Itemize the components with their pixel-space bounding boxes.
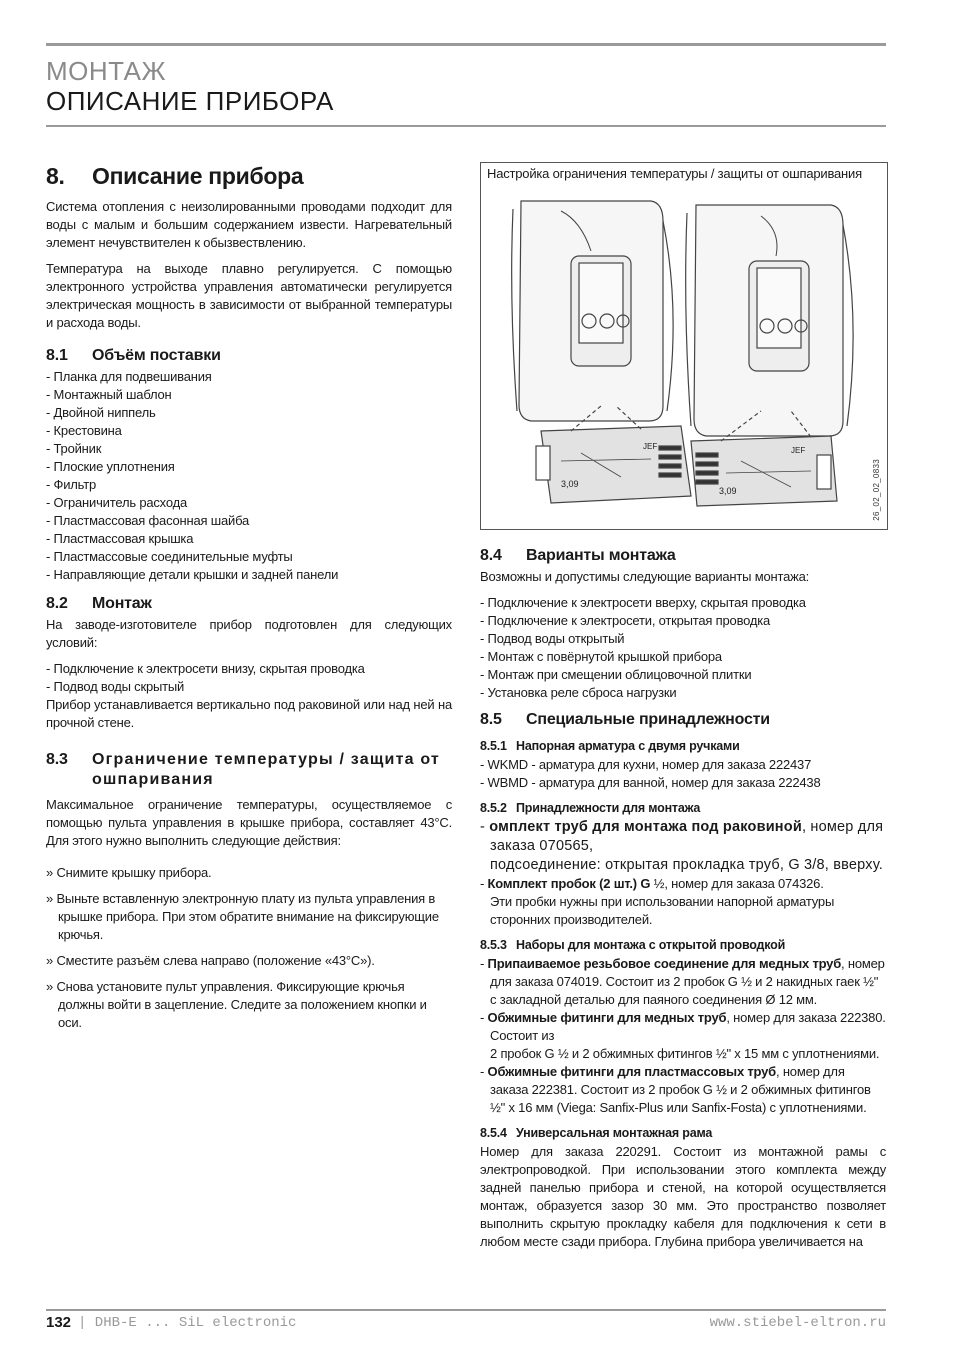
section-8-1-heading: 8.1 Объём поставки — [46, 347, 221, 364]
list-item: - Двойной ниппель — [46, 404, 452, 422]
step-item: » Снова установите пульт управления. Фиксирующие крючья должны войти в зацепление. Следите за положением кнопки и оси. — [46, 978, 452, 1032]
section-8-2-heading: 8.2 Монтаж — [46, 595, 152, 612]
list-item: - Подвод воды скрытый — [46, 678, 452, 696]
list-item: - Комплект пробок (2 шт.) G ½, номер для заказа 074326. Эти пробки нужны при использовании напорной арматуры сторонних производителей. — [480, 875, 886, 929]
fittings-list — [480, 756, 886, 792]
board-tag-left: JEF — [643, 442, 658, 451]
mount-list — [46, 660, 452, 696]
list-item: - Подключение к электросети, открытая проводка — [480, 612, 886, 630]
right-column — [480, 540, 886, 1259]
list-item: - WBMD - арматура для ванной, номер для заказа 222438 — [480, 774, 886, 792]
list-item: - Обжимные фитинги для пластмассовых труб, номер для заказа 222381. Состоит из 2 пробок G ½ и 2 обжимных фитингов ½" x 16 мм (Viega: Sanfix-Plus или Sanfix-Fosta) с уплотнениями. — [480, 1063, 886, 1117]
section-8-5-1-heading: 8.5.1 Напорная арматура с двумя ручками — [480, 739, 740, 753]
list-item: - Припаиваемое резьбовое соединение для медных труб, номер для заказа 074019. Состоит из 2 пробок G ½ и 2 накидных гаек ½" с закладной деталью для паяного соединения Ø 12 мм. — [480, 955, 886, 1009]
list-item: - Обжимные фитинги для медных труб, номер для заказа 222380. Состоит из 2 пробок G ½ и 2 обжимных фитингов ½" x 15 мм с уплотнениями. — [480, 1009, 886, 1063]
section-8-5-3-heading: 8.5.3 Наборы для монтажа с открытой проводкой — [480, 938, 786, 952]
header-category: МОНТАЖ — [46, 56, 167, 86]
list-item: - Пластмассовая фасонная шайба — [46, 512, 452, 530]
mount-intro: На заводе-изготовителе прибор подготовлен для следующих условий: — [46, 617, 452, 650]
header-rule — [46, 125, 886, 127]
intro-paragraph-1: Система отопления с неизолированными проводами подходит для воды с малым и большим содержанием извести. Нагревательный элемент нечувствителен к обызвествлению. — [46, 199, 452, 250]
intro-paragraph-2: Температура на выходе плавно регулируется. С помощью электронного устройства управления автоматически регулируется электрическая мощность в зависимости от выбранной температуры и расхода воды. — [46, 261, 452, 330]
variants-intro: Возможны и допустимы следующие варианты монтажа: — [480, 569, 810, 584]
limit-steps — [46, 864, 452, 1032]
list-item: - Пластмассовые соединительные муфты — [46, 548, 452, 566]
list-item: - Монтажный шаблон — [46, 386, 452, 404]
list-item: - Установка реле сброса нагрузки — [480, 684, 886, 702]
board-label-right: 3,09 — [719, 486, 737, 496]
top-rule — [46, 43, 886, 46]
limit-intro: Максимальное ограничение температуры, осуществляемое с помощью пульта управления в крышке прибора, составляет 43°C. Для этого нужно выполнить следующие действия: — [46, 797, 452, 848]
mount-accessories-list — [480, 818, 886, 929]
list-item: - Крестовина — [46, 422, 452, 440]
website-url: www.stiebel-eltron.ru — [709, 1315, 886, 1331]
section-8-3-heading: 8.3 Ограничение температуры / защита от ошпаривания — [46, 751, 440, 788]
page-number: 132 — [46, 1314, 72, 1331]
section-8-heading: 8. Описание прибора — [46, 163, 304, 189]
frame-paragraph: Номер для заказа 220291. Состоит из монтажной рамы с электропроводкой. При использовании этого комплекта между задней панелью прибора и стеной, на которой осуществляется монтаж, образуется зазор 30 мм. Это пространство позволяет выполнить скрытую прокладку кабеля для подключения к сети в любом месте сзади прибора. Глубина прибора увеличивается на — [480, 1144, 886, 1249]
list-item: - Подключение к электросети вверху, скрытая проводка — [480, 594, 886, 612]
left-column — [46, 162, 452, 1040]
list-item: - Фильтр — [46, 476, 452, 494]
figure-box — [480, 162, 888, 530]
header-title: ОПИСАНИЕ ПРИБОРА — [46, 86, 334, 116]
section-8-4-heading: 8.4 Варианты монтажа — [480, 547, 676, 564]
section-8-5-heading: 8.5 Специальные принадлежности — [480, 711, 770, 728]
document-name: | DHB-E ... SiL electronic — [78, 1315, 297, 1331]
open-install-list — [480, 955, 886, 1117]
list-item: - Подключение к электросети внизу, скрытая проводка — [46, 660, 452, 678]
board-label-left: 3,09 — [561, 479, 579, 489]
list-item: - Тройник — [46, 440, 452, 458]
section-8-5-2-heading: 8.5.2 Принадлежности для монтажа — [480, 801, 701, 815]
list-item: - Плоские уплотнения — [46, 458, 452, 476]
list-item: - Подвод воды открытый — [480, 630, 886, 648]
list-item: - Пластмассовая крышка — [46, 530, 452, 548]
step-item: » Сместите разъём слева направо (положение «43°C»). — [46, 952, 452, 970]
section-8-5-4-heading: 8.5.4 Универсальная монтажная рама — [480, 1126, 713, 1140]
footer-rule — [46, 1309, 886, 1311]
step-item: » Снимите крышку прибора. — [46, 864, 452, 882]
list-item: - WKMD - арматура для кухни, номер для заказа 222437 — [480, 756, 886, 774]
list-item: - Ограничитель расхода — [46, 494, 452, 512]
list-item: - Направляющие детали крышки и задней панели — [46, 566, 452, 584]
list-item: - омплект труб для монтажа под раковиной, номер для заказа 070565, подсоединение: открытая прокладка труб, G 3/8, вверху. — [480, 818, 886, 875]
step-item: » Выньте вставленную электронную плату из пульта управления в крышке прибора. При этом обратите внимание на фиксирующие крючья. — [46, 890, 452, 944]
list-item: - Монтаж с повёрнутой крышкой прибора — [480, 648, 886, 666]
list-item: - Монтаж при смещении облицовочной плитки — [480, 666, 886, 684]
figure-title: Настройка ограничения температуры / защиты от ошпаривания — [487, 166, 862, 181]
delivery-list — [46, 368, 452, 584]
figure-id: 26_02_02_0833 — [872, 459, 881, 521]
list-item: - Планка для подвешивания — [46, 368, 452, 386]
variants-list — [480, 594, 886, 702]
mount-outro: Прибор устанавливается вертикально под раковиной или над ней на прочной стене. — [46, 697, 452, 730]
board-tag-right: JEF — [791, 446, 806, 455]
device-illustration — [491, 191, 871, 521]
